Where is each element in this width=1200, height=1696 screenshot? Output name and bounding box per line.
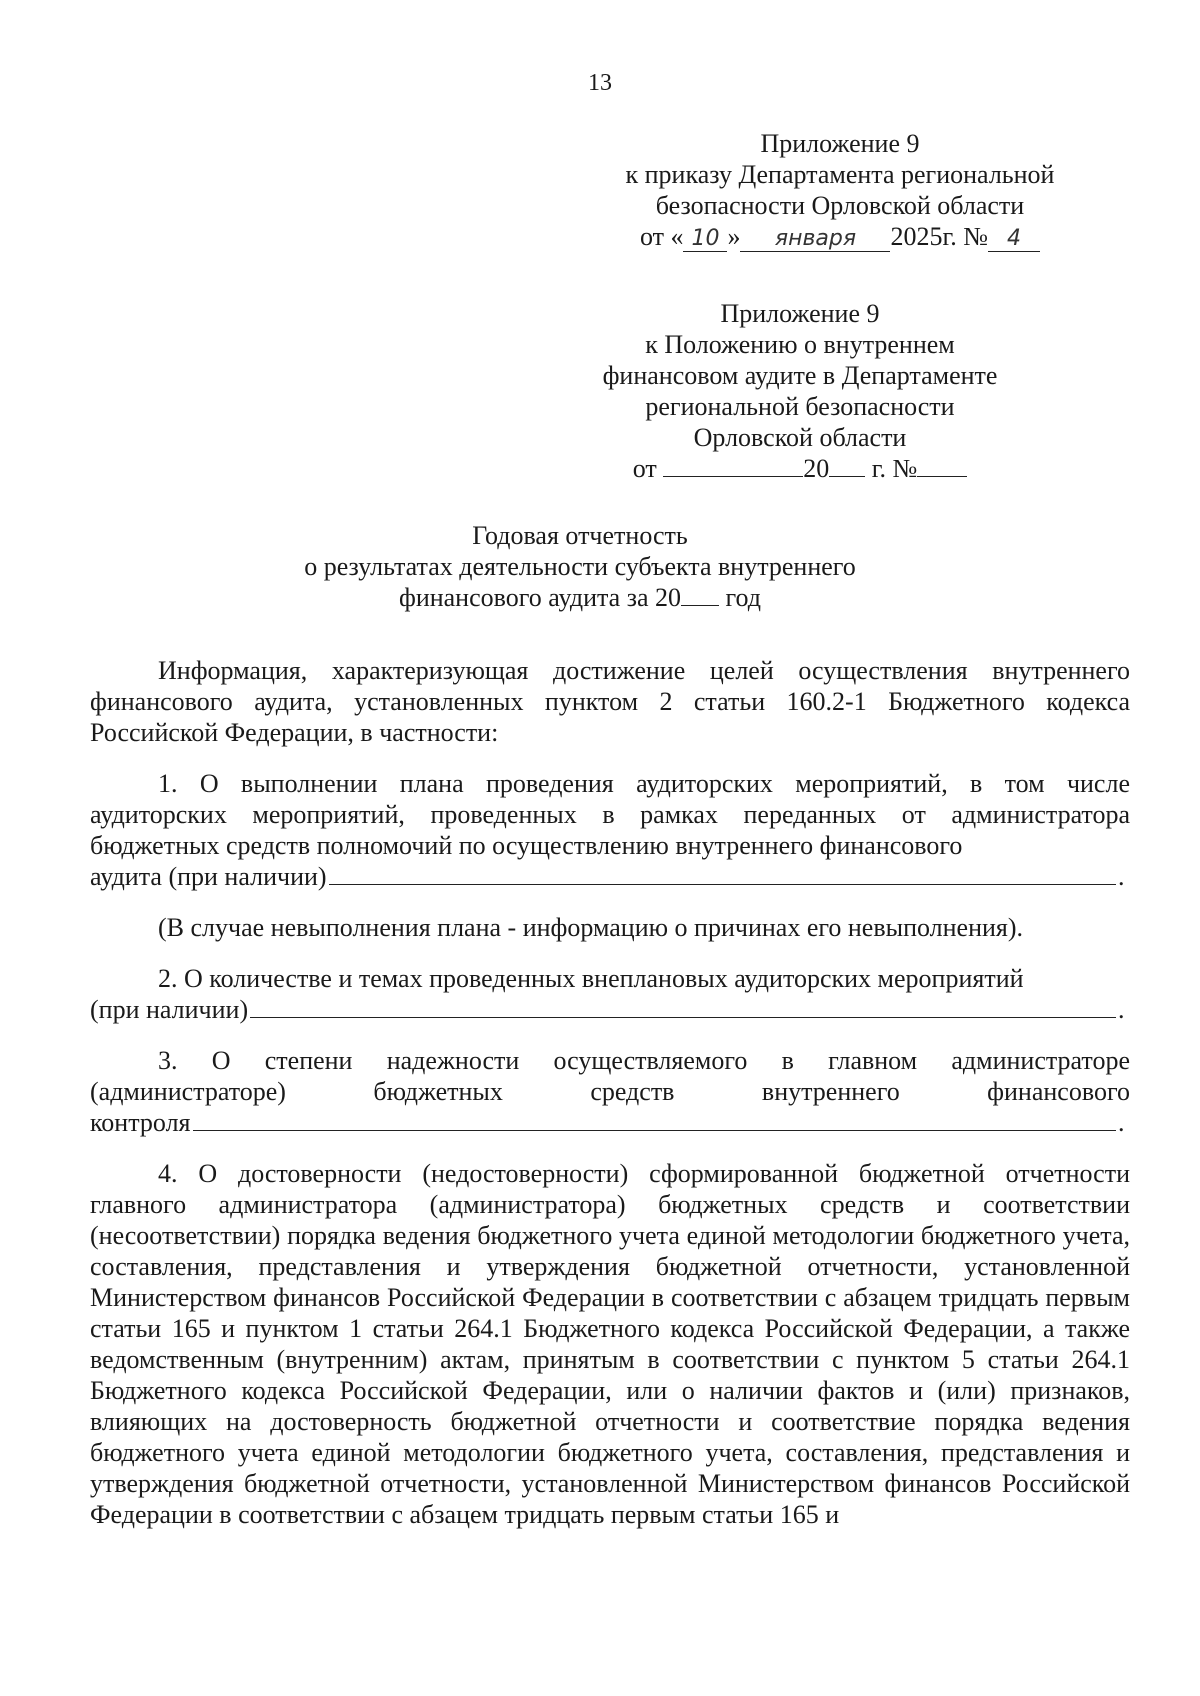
report-body (90, 655, 1130, 1530)
justified-word: бюджетных (373, 1077, 503, 1106)
appendix-regulation-block (580, 298, 1020, 484)
year-blank (829, 454, 865, 477)
date-year-label: 2025г. № (890, 222, 989, 251)
item-1-note: (В случае невыполнения плана - информацию о причинах его невыполнения). (158, 913, 1024, 942)
item-2-text: 2. О количестве и темах проведенных внеплановых аудиторских мероприятий (158, 964, 1024, 993)
appendix-regulation-line: финансовом аудите в Департаменте (602, 361, 998, 390)
item-3-line-1 (90, 1045, 1130, 1076)
number-blank (917, 454, 967, 477)
item-4-text: 4. О достоверности (недостоверности) сформированной бюджетной отчетности главного администратора (администратора) бюджетных средств и соответствии (несоответствии) порядка ведения бюджетного учета единой методологии бюджетного учета, составления, представления и утверждения бюджетной отчетности, установленной Министерством финансов Российской Федерации в соответствии с абзацем тридцать первым статьи 165 и пунктом 1 статьи 264.1 Бюджетного кодекса Российской Федерации, а также ведомственным (внутренним) актам, принятым в соответствии с пунктом 5 статьи 264.1 Бюджетного кодекса Российской Федерации, или о наличии фактов и (или) признаков, влияющих на достоверность бюджетной отчетности и соответствие порядка ведения бюджетного учета единой методологии бюджетного учета, составления, представления и утверждения бюджетной отчетности, установленной Министерством финансов Российской Федерации в соответствии с абзацем тридцать первым статьи 165 и (90, 1159, 1130, 1529)
appendix-order-date-line (580, 221, 1100, 252)
handwritten-month: января (740, 227, 890, 252)
report-title (240, 520, 920, 613)
item-3-line-2 (90, 1076, 1130, 1107)
justified-word: надежности (386, 1046, 520, 1075)
fill-rule (250, 995, 1116, 1018)
justified-word: главном (828, 1046, 918, 1075)
date-prefix: от (632, 454, 657, 483)
intro-paragraph: Информация, характеризующая достижение целей осуществления внутреннего финансового аудита, установленных пунктом 2 статьи 160.2-1 Бюджетного кодекса Российской Федерации, в частности: (90, 656, 1130, 747)
fill-rule (193, 1108, 1117, 1131)
appendix-order-block (580, 128, 1100, 252)
justified-word: осуществляемого (553, 1046, 748, 1075)
appendix-regulation-line: региональной безопасности (645, 392, 955, 421)
handwritten-number: 4 (988, 227, 1040, 252)
date-close: » (727, 222, 741, 251)
handwritten-day: 10 (683, 227, 727, 252)
fill-rule (329, 862, 1116, 885)
title-line: Годовая отчетность (472, 521, 688, 550)
title-line: финансового аудита за 20 год (398, 583, 762, 612)
justified-word: внутреннего (761, 1077, 900, 1106)
appendix-regulation-heading: Приложение 9 (720, 299, 880, 328)
justified-word: степени (264, 1046, 353, 1075)
justified-word: средств (590, 1077, 675, 1106)
appendix-regulation-date-line (580, 453, 1020, 484)
appendix-order-heading: Приложение 9 (760, 129, 920, 158)
item-1 (90, 768, 1130, 892)
date-year: 20 (803, 454, 830, 483)
page-number: 13 (588, 70, 612, 96)
justified-word: 3. (158, 1046, 178, 1075)
appendix-order-line: безопасности Орловской области (655, 191, 1025, 220)
date-suffix: г. № (871, 454, 918, 483)
justified-word: администраторе (951, 1046, 1130, 1075)
appendix-regulation-line: Орловской области (693, 423, 907, 452)
year-blank (681, 583, 719, 606)
justified-word: в (781, 1046, 794, 1075)
item-3-fill-line: контроля . (90, 1108, 1125, 1137)
item-3 (90, 1045, 1130, 1138)
title-line: о результатах деятельности субъекта внутреннего (304, 552, 856, 581)
item-2 (90, 963, 1130, 1025)
date-blank (663, 454, 803, 477)
item-2-fill-line: (при наличии) . (90, 995, 1125, 1024)
date-prefix: от « (639, 222, 684, 251)
appendix-order-line: к приказу Департамента региональной (625, 160, 1055, 189)
justified-word: О (211, 1046, 231, 1075)
justified-word: (администраторе) (90, 1077, 286, 1106)
appendix-regulation-line: к Положению о внутреннем (645, 330, 955, 359)
justified-word: финансового (987, 1077, 1130, 1106)
item-1-fill-line: аудита (при наличии) . (90, 862, 1125, 891)
item-1-text: 1. О выполнении плана проведения аудиторских мероприятий, в том числе аудиторских мероприятий, проведенных в рамках переданных от администратора бюджетных средств полномочий по осуществлению внутреннего финансового (90, 769, 1130, 860)
